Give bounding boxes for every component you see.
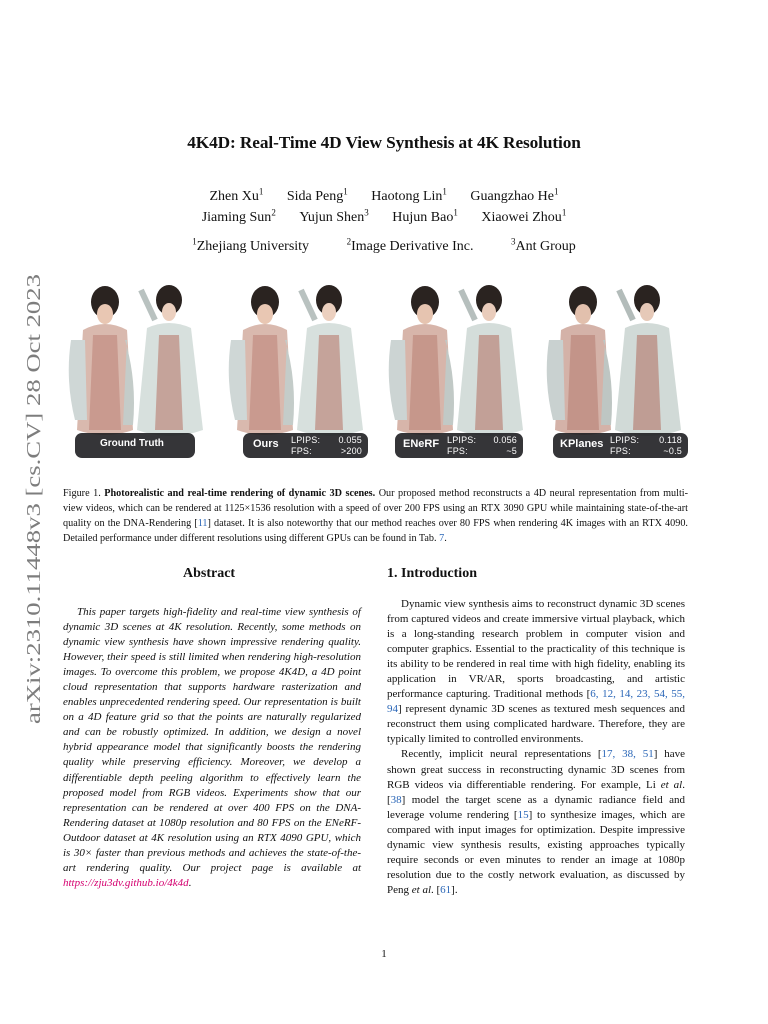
author: Guangzhao He$^1$ bbox=[470, 186, 559, 204]
paper-title: 4K4D: Real-Time 4D View Synthesis at 4K Resolution bbox=[187, 133, 581, 152]
author: Haotong Lin$^1$ bbox=[371, 186, 447, 204]
citation-link[interactable]: 11 bbox=[197, 518, 208, 529]
intro-paragraph-2: Recently, implicit neural representations [17, 38, 51] have shown great success in reconstructing dynamic 3D scenes from RGB videos via differentiable rendering. For example, Li et al. [38] model the target scene as a dynamic radiance field and leverage volume rendering [15] to synthesize images, which are compared with input images for optimization. Despite impressive dynamic view synthesis results, existing approaches typically require seconds or even minutes to render an image at 1080p resolution due to the costly network evaluation, as discussed by Peng et al. [61]. bbox=[387, 748, 685, 896]
fps-label: FPS: bbox=[610, 446, 631, 456]
caption-text: ] dataset. It is also noteworthy that our method reaches over 80 FPS when rendering 4K images with an RTX 4090. Detailed performance under different resolutions using different GPUs can be found in Tab. bbox=[63, 518, 688, 544]
author: Xiaowei Zhou$^1$ bbox=[481, 207, 567, 225]
author: Zhen Xu$^1$ bbox=[209, 186, 264, 204]
citation-link[interactable]: 38 bbox=[390, 793, 402, 806]
author-row-2 bbox=[0, 207, 768, 226]
author: Jiaming Sun$^2$ bbox=[201, 207, 276, 225]
panel-label-badge bbox=[243, 433, 368, 458]
panel-label: ENeRF bbox=[403, 438, 440, 450]
page-number: 1 bbox=[381, 948, 387, 960]
citation-link[interactable]: 6, 12, 14, 23, 54, 55, 94 bbox=[387, 688, 686, 716]
panel-label-badge bbox=[75, 433, 195, 458]
fps-label: FPS: bbox=[447, 446, 468, 456]
citation-link[interactable]: 17, 38, 51 bbox=[601, 748, 654, 761]
panel-label: KPlanes bbox=[560, 438, 604, 450]
teaser-panel-kplanes bbox=[541, 280, 689, 465]
fps-value: >200 bbox=[340, 446, 362, 456]
lpips-label: LPIPS: bbox=[610, 435, 640, 445]
lpips-label: LPIPS: bbox=[291, 435, 321, 445]
caption-text: . bbox=[444, 533, 447, 544]
citation-link[interactable]: 15 bbox=[517, 808, 529, 821]
abstract-body: This paper targets high-fidelity and real-time view synthesis of dynamic 3D scenes at 4K resolution. Recently, some methods on dynamic view synthesis have shown impressive rendering quality. However, their speed is still limited when rendering high-resolution images. To overcome this problem, we propose 4K4D, a 4D point cloud representation that supports hardware rasterization and enables unprecedented rendering speed. Our representation is built on a 4D feature grid so that the points are naturally regularized and can be robustly optimized. In addition, we design a novel hybrid appearance model that significantly boosts the rendering quality while preserving efficiency. Moreover, we develop a differentiable depth peeling algorithm to effectively learn the proposed model from RGB videos. Experiments show that our representation can be rendered at over 400 FPS on the DNA-Rendering dataset at 1080p resolution and 80 FPS on the ENeRF-Outdoor dataset at 4K resolution using an RTX 4090 GPU, which is 30× faster than previous methods and achieves the state-of-the-art rendering quality. Our project page is available at bbox=[63, 606, 361, 874]
project-page-link[interactable]: https://zju3dv.github.io/4k4d bbox=[63, 876, 189, 889]
lpips-value: 0.056 bbox=[493, 435, 517, 445]
teaser-figure bbox=[63, 280, 688, 465]
arxiv-stamp-text: arXiv:2310.11448v3 [cs.CV] 28 Oct 2023 bbox=[23, 378, 45, 724]
lpips-value: 0.055 bbox=[338, 435, 362, 445]
panel-label-badge bbox=[395, 433, 523, 458]
citation-link[interactable]: 61 bbox=[440, 883, 452, 896]
introduction-text bbox=[387, 597, 685, 898]
teaser-panel-ours bbox=[223, 280, 371, 465]
affiliation: $^3$Ant Group bbox=[511, 236, 576, 254]
caption-text: Our proposed method reconstructs a 4D neural representation from multi-view videos, which can be rendered at 1125×1536 resolution with a speed of over 200 FPS using an RTX 3090 GPU while maintaining state-of-the-art quality on the DNA-Rendering [ bbox=[63, 488, 688, 529]
lpips-label: LPIPS: bbox=[447, 435, 477, 445]
introduction-heading: 1. Introduction bbox=[387, 566, 477, 581]
panel-label-badge bbox=[553, 433, 688, 458]
fps-label: FPS: bbox=[291, 446, 312, 456]
figure-caption bbox=[63, 486, 688, 546]
panel-label: Ground Truth bbox=[100, 438, 164, 449]
teaser-panel-ground-truth bbox=[63, 280, 211, 465]
intro-paragraph-1: Dynamic view synthesis aims to reconstruct dynamic 3D scenes from captured videos and create immersive virtual playback, which is a long-standing research problem in computer vision and computer graphics. Essential to the practicality of this technique is its ability to be rendered in real time with high fidelity, enabling its application in VR/AR, sports broadcasting, and artistic performance capturing. Traditional methods [6, 12, 14, 23, 54, 55, 94] represent dynamic 3D scenes as textured mesh sequences and reconstruct them using complicated hardware. Therefore, they are typically limited to controlled environments. bbox=[387, 598, 686, 746]
figure-number: Figure 1. bbox=[63, 488, 101, 499]
affiliations bbox=[0, 236, 768, 255]
affiliation: $^2$Image Derivative Inc. bbox=[346, 236, 474, 254]
teaser-panel-enerf bbox=[383, 280, 531, 465]
lpips-value: 0.118 bbox=[659, 435, 682, 445]
panel-label: Ours bbox=[253, 438, 279, 450]
caption-title: Photorealistic and real-time rendering of dynamic 3D scenes. bbox=[104, 488, 376, 499]
fps-value: ~5 bbox=[506, 446, 517, 456]
arxiv-stamp bbox=[13, 272, 49, 727]
author: Sida Peng$^1$ bbox=[286, 186, 348, 204]
author: Hujun Bao$^1$ bbox=[392, 207, 458, 225]
author: Yujun Shen$^3$ bbox=[299, 207, 369, 225]
author-row-1 bbox=[0, 186, 768, 205]
affiliation: $^1$Zhejiang University bbox=[192, 236, 310, 254]
abstract-end: . bbox=[188, 876, 192, 889]
fps-value: ~0.5 bbox=[663, 446, 682, 456]
abstract-heading: Abstract bbox=[183, 566, 236, 581]
abstract-text bbox=[63, 605, 361, 891]
table-ref-link[interactable]: 7 bbox=[439, 533, 445, 544]
